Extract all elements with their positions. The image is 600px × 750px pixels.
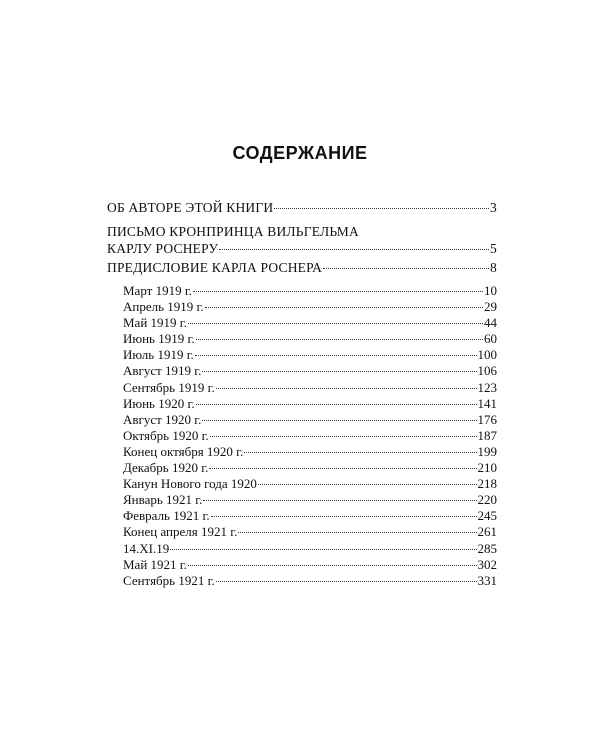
dot-leader <box>244 452 476 453</box>
toc-entry-page: 261 <box>477 524 497 540</box>
toc-sub-entry[interactable] <box>123 492 497 508</box>
toc-entry-label: Январь 1921 г. <box>123 492 203 508</box>
toc-entry-label: Сентябрь 1921 г. <box>123 572 215 588</box>
dot-leader <box>210 436 477 437</box>
toc-entry-label: Май 1921 г. <box>123 556 187 572</box>
dot-leader <box>170 549 476 550</box>
toc-sub-entry[interactable] <box>123 396 497 412</box>
toc-entry-page: 218 <box>477 476 497 492</box>
dot-leader <box>219 249 489 250</box>
toc-entry-label: Канун Нового года 1920 <box>123 476 257 492</box>
toc-entry-page: 141 <box>477 395 497 411</box>
toc-entry-label: ПРЕДИСЛОВИЕ КАРЛА РОСНЕРА <box>107 260 323 275</box>
toc-entry-label: Август 1919 г. <box>123 363 202 379</box>
dot-leader <box>209 468 476 469</box>
toc-entry-page: 210 <box>477 460 497 476</box>
toc-sub-entry[interactable] <box>123 380 497 396</box>
toc-entry-page: 220 <box>477 492 497 508</box>
dot-leader <box>238 532 476 533</box>
toc-sub-entry[interactable] <box>123 347 497 363</box>
toc-sub-entry[interactable] <box>123 283 497 299</box>
dot-leader <box>258 484 477 485</box>
toc-entry-label: Февраль 1921 г. <box>123 508 210 524</box>
toc-entry-label: Апрель 1919 г. <box>123 299 204 315</box>
dot-leader <box>216 388 477 389</box>
toc-sub-entry[interactable] <box>123 541 497 557</box>
toc-entry-label: Октябрь 1920 г. <box>123 427 209 443</box>
toc-entry-page: 245 <box>477 508 497 524</box>
dot-leader <box>323 268 489 269</box>
dot-leader <box>196 339 483 340</box>
toc-entry-label: 14.XI.19 <box>123 540 170 556</box>
page-title: СОДЕРЖАНИЕ <box>232 143 368 163</box>
toc-entry-page: 60 <box>484 331 497 347</box>
toc-entry-page: 29 <box>484 299 497 315</box>
toc-sub-entry[interactable] <box>123 557 497 573</box>
toc-entry-label: Март 1919 г. <box>123 283 192 298</box>
toc-sub-entry[interactable] <box>123 299 497 315</box>
toc-entry-label: Май 1919 г. <box>123 315 187 331</box>
toc-entry-label: Декабрь 1920 г. <box>123 460 209 476</box>
toc-sub-entry[interactable] <box>123 460 497 476</box>
toc-entry-page: 8 <box>490 260 497 275</box>
toc-entry-label: Июль 1919 г. <box>123 347 194 363</box>
dot-leader <box>193 291 483 292</box>
toc-entry-label: Июнь 1920 г. <box>123 395 195 411</box>
toc-sub-entry[interactable] <box>123 412 497 428</box>
toc-entry-page: 3 <box>490 200 497 215</box>
toc-entry-label: Конец апреля 1921 г. <box>123 524 238 540</box>
toc-sub-entry[interactable] <box>123 331 497 347</box>
toc-entry-label-line2: КАРЛУ РОСНЕРУ <box>107 241 219 256</box>
dot-leader <box>202 420 476 421</box>
toc-entry-page: 123 <box>477 379 497 395</box>
toc-entry-page: 5 <box>490 241 497 256</box>
toc-entry-label: Июнь 1919 г. <box>123 331 195 347</box>
toc-sub-entry[interactable] <box>123 573 497 589</box>
dot-leader <box>274 208 489 209</box>
dot-leader <box>188 565 477 566</box>
dot-leader <box>216 581 477 582</box>
toc-sub-entry[interactable] <box>123 428 497 444</box>
dot-leader <box>211 516 477 517</box>
toc-entry-page: 10 <box>484 283 497 298</box>
toc-entry-label: Сентябрь 1919 г. <box>123 379 215 395</box>
toc-sub-entry[interactable] <box>123 508 497 524</box>
toc-entry-label-line1: ПИСЬМО КРОНПРИНЦА ВИЛЬГЕЛЬМА <box>107 224 359 239</box>
toc-sub-entry[interactable] <box>123 524 497 540</box>
toc-entry-page: 302 <box>477 556 497 572</box>
toc-entry-label: Август 1920 г. <box>123 411 202 427</box>
toc-entry-page: 199 <box>477 443 497 459</box>
toc-sub-entry[interactable] <box>123 315 497 331</box>
toc-main-entry[interactable] <box>107 199 497 216</box>
toc-main-entry[interactable] <box>107 223 497 257</box>
toc-sub-entry[interactable] <box>123 476 497 492</box>
toc-entry-label: Конец октября 1920 г. <box>123 443 244 459</box>
toc-entry-page: 44 <box>484 315 497 331</box>
toc-entry-page: 331 <box>477 572 497 588</box>
dot-leader <box>196 404 477 405</box>
toc-entry-label: ОБ АВТОРЕ ЭТОЙ КНИГИ <box>107 200 274 215</box>
toc-sub-list <box>123 283 497 589</box>
toc-sub-entry[interactable] <box>123 444 497 460</box>
toc-entry-page: 100 <box>477 347 497 363</box>
toc-entry-page: 176 <box>477 411 497 427</box>
toc-entry-page: 187 <box>477 427 497 443</box>
dot-leader <box>205 307 483 308</box>
toc-entry-page: 285 <box>477 540 497 556</box>
toc-sub-entry[interactable] <box>123 363 497 379</box>
dot-leader <box>203 500 476 501</box>
toc-main-entry[interactable] <box>107 259 497 276</box>
dot-leader <box>195 355 477 356</box>
toc-entry-page: 106 <box>477 363 497 379</box>
dot-leader <box>188 323 483 324</box>
dot-leader <box>202 371 476 372</box>
